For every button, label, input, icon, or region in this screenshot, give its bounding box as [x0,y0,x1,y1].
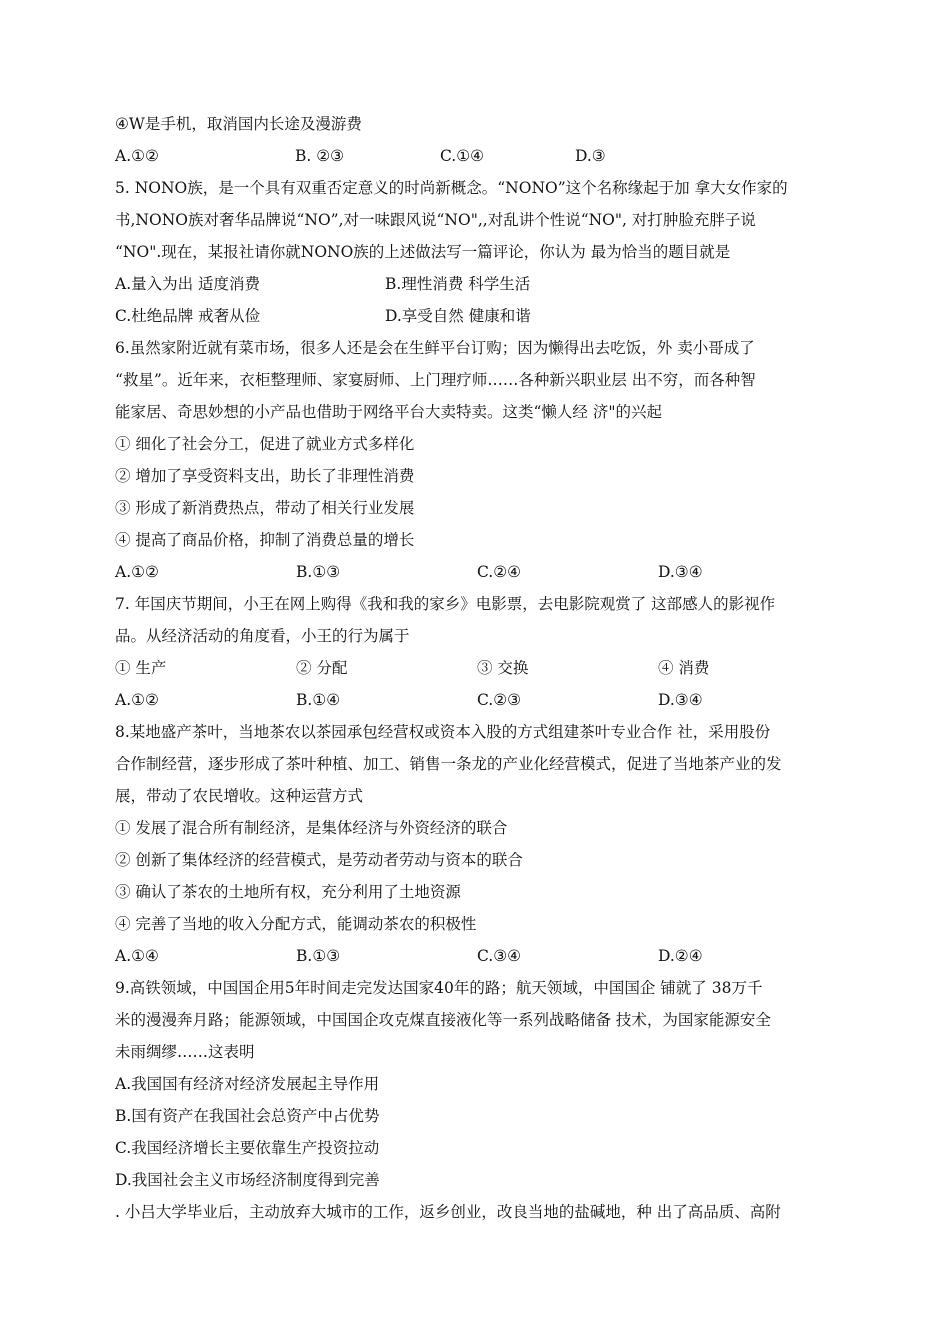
option-b: B.①③ [296,563,341,581]
q10-text: . 小吕大学毕业后，主动放弃大城市的工作，返乡创业，改良当地的盐碱地，种 出了高品质、高附 [115,1203,781,1221]
option-d: D.③ [575,147,606,165]
option-b: B.①③ [296,947,341,965]
q6-options [115,556,840,588]
option-b: B.理性消费 科学生活 [385,275,531,293]
option-d: D.③④ [658,691,703,709]
q6-statement: ③ 形成了新消费热点，带动了相关行业发展 [115,499,415,517]
q6-text: 6.虽然家附近就有菜市场，很多人还是会在生鲜平台订购；因为懒得出去吃饭，外 卖小哥成了 [115,339,755,357]
q9-text: 米的漫漫奔月路；能源领域，中国国企攻克煤直接液化等一系列战略储备 技术，为国家能源安全 [115,1011,771,1029]
option-c: C.①④ [440,147,485,165]
item-1: ① 生产 [115,659,167,677]
q5-text: 书,NONO族对奢华品牌说“NO”,对一味跟风说“NO",,对乱讲个性说“NO", 对打肿脸充胖子说 [115,211,756,229]
q7-options [115,684,840,716]
text-line: ④W是手机，取消国内长途及漫游费 [115,115,362,133]
option-c: C.②③ [477,691,522,709]
option-a: A.①② [115,147,159,165]
option-c: C.我国经济增长主要依靠生产投资拉动 [115,1139,380,1157]
q8-statement: ③ 确认了茶农的土地所有权，充分利用了土地资源 [115,883,461,901]
q5-options-cd [115,300,840,332]
option-d: D.我国社会主义市场经济制度得到完善 [115,1171,380,1189]
option-b: B.①④ [296,691,341,709]
item-2: ② 分配 [296,659,348,677]
q4-options [115,140,840,172]
option-d: D.③④ [658,563,703,581]
q5-text: 5. NONO族，是一个具有双重否定意义的时尚新概念。“NONO”这个名称缘起于加 拿大女作家的 [115,179,788,197]
option-c: C.③④ [477,947,522,965]
q5-options-ab [115,268,840,300]
q7-text: 7. 年国庆节期间，小王在网上购得《我和我的家乡》电影票，去电影院观赏了 这部感人的影视作 [115,595,776,613]
q5-text: “NO".现在，某报社请你就NONO族的上述做法写一篇评论，你认为 最为恰当的题目就是 [115,243,731,261]
option-b: B.国有资产在我国社会总资产中占优势 [115,1107,380,1125]
q6-statement: ① 细化了社会分工，促进了就业方式多样化 [115,435,415,453]
q8-text: 合作制经营，逐步形成了茶叶种植、加工、销售一条龙的产业化经营模式，促进了当地茶产业的发 [115,755,782,773]
q6-statement: ② 增加了享受资料支出，助长了非理性消费 [115,467,415,485]
q6-text: 能家居、奇思妙想的小产品也借助于网络平台大卖特卖。这类“懒人经 济"的兴起 [115,403,662,421]
q8-statement: ① 发展了混合所有制经济，是集体经济与外资经济的联合 [115,819,508,837]
q6-text: “救星”。近年来，衣柜整理师、家宴厨师、上门理疗师……各种新兴职业层 出不穷，而各种智 [115,371,756,389]
q7-items [115,652,840,684]
q9-text: 未雨绸缪……这表明 [115,1043,255,1061]
option-a: A.我国国有经济对经济发展起主导作用 [115,1075,380,1093]
option-c: C.②④ [477,563,522,581]
option-b: B. ②③ [295,147,345,165]
q8-options [115,940,840,972]
option-d: D.②④ [658,947,703,965]
item-4: ④ 消费 [658,659,710,677]
q8-text: 8.某地盛产茶叶，当地茶农以茶园承包经营权或资本入股的方式组建茶叶专业合作 社，采用股份 [115,723,771,741]
option-c: C.杜绝品牌 戒奢从俭 [115,307,261,325]
option-d: D.享受自然 健康和谐 [385,307,531,325]
q9-text: 9.高铁领域，中国国企用5年时间走完发达国家40年的路；航天领域，中国国企 铺就了 38万千 [115,979,763,997]
q8-text: 展，带动了农民增收。这种运营方式 [115,787,364,805]
option-a: A.①② [115,691,159,709]
option-a: A.①④ [115,947,159,965]
option-a: A.量入为出 适度消费 [115,275,261,293]
option-a: A.①② [115,563,159,581]
q8-statement: ④ 完善了当地的收入分配方式，能调动茶农的积极性 [115,915,477,933]
q8-statement: ② 创新了集体经济的经营模式，是劳动者劳动与资本的联合 [115,851,523,869]
item-3: ③ 交换 [477,659,529,677]
q7-text: 品。从经济活动的角度看，小王的行为属于 [115,627,410,645]
document-page [115,108,840,1228]
q6-statement: ④ 提高了商品价格，抑制了消费总量的增长 [115,531,415,549]
